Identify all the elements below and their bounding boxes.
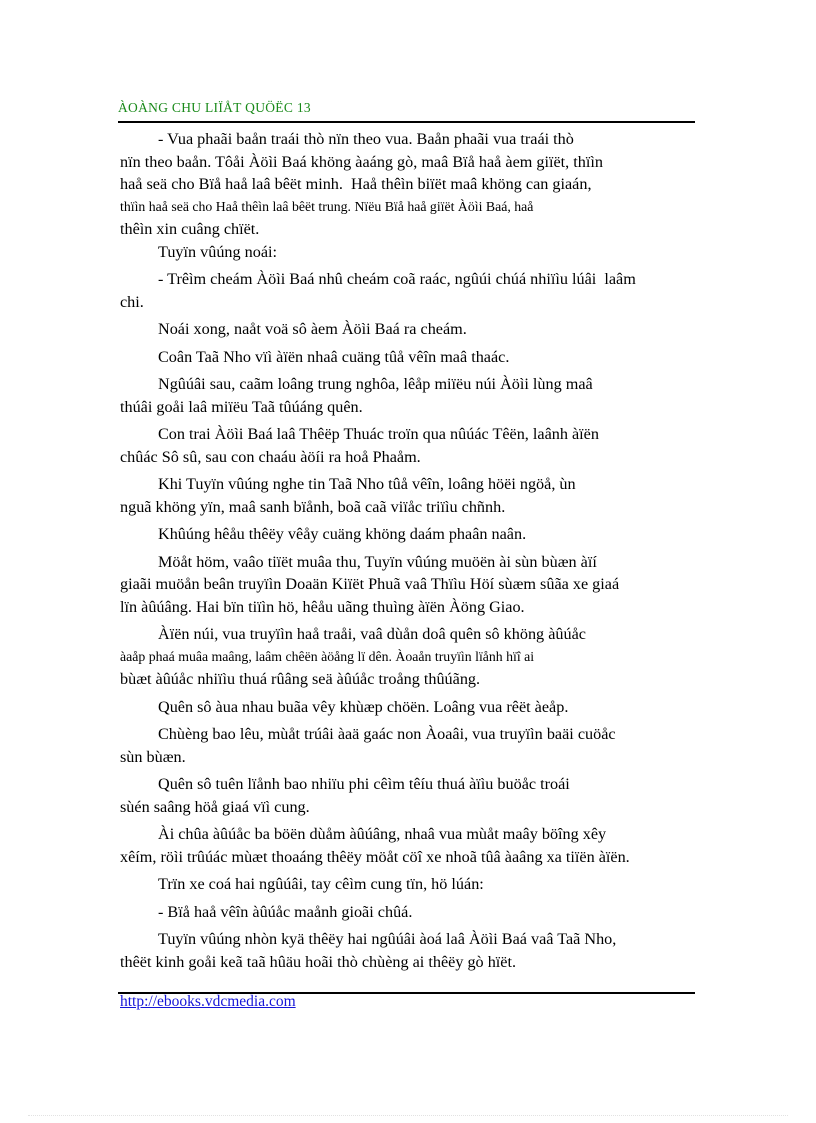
header-rule — [118, 121, 695, 123]
paragraph — [120, 551, 720, 619]
text-line: Àïën núi, vua truyïìn haå traåi, vaâ dùån doâ quên sô khöng àûúåc — [158, 625, 586, 643]
text-line: - Trêìm cheám Àöìi Baá nhû cheám coã raác, ngûúi chúá nhiïìu lúâi laâm — [158, 270, 636, 288]
paragraph — [120, 128, 720, 241]
text-line: Tuyïn vûúng nhòn kyä thêëy hai ngûúâi àoá laâ Àöìi Baá vaâ Taã Nho, — [158, 930, 617, 948]
text-line: Noái xong, naåt voä sô àem Àöìi Baá ra cheám. — [158, 320, 467, 338]
paragraph — [120, 823, 720, 868]
text-line: - Bïå haå vêîn àûúåc maånh gioãi chûá. — [158, 902, 413, 921]
paragraph — [120, 423, 720, 468]
text-line: Quên sô tuên lïånh bao nhiïu phi cêìm têíu thuá àïìu buöåc troái — [158, 775, 570, 793]
text-line: bùæt àûúåc nhiïìu thuá rûâng seä àûúåc troång thûúãng. — [120, 670, 481, 688]
paragraph — [120, 241, 720, 264]
paragraph — [120, 473, 720, 518]
text-line: lïn àûúâng. Hai bïn tiïìn hö, hêåu uãng thuìng àïën Àöng Giao. — [120, 597, 525, 616]
text-line: Coân Taã Nho vïì àïën nhaâ cuäng tûå vêîn maâ thaác. — [158, 347, 510, 366]
text-line: àaåp phaá muâa maâng, laâm chêën àöång lï dên. Àoaån truyïìn lïånh hïî ai — [120, 648, 535, 664]
text-line: thêìn xin cuâng chïët. — [120, 220, 260, 238]
text-line: sùn bùæn. — [120, 747, 186, 766]
paragraph — [120, 373, 720, 418]
paragraph — [120, 523, 720, 546]
text-line: Chùèng bao lêu, mùåt trúâi àaä gaác non Àoaâi, vua truyïìn baäi cuöåc — [158, 725, 616, 743]
text-line: Quên sô àua nhau buãa vêy khùæp chöën. Loâng vua rêët àeåp. — [158, 697, 569, 716]
text-line: nïn theo baån. Tôåi Àöìi Baá khöng àaáng gò, maâ Bïå haå àem giïët, thïìn — [120, 152, 603, 171]
text-line: sùén saâng höå giaá vïì cung. — [120, 797, 310, 816]
text-line: - Vua phaãi baån traái thò nïn theo vua. Baån phaãi vua traái thò — [158, 130, 574, 148]
text-line: thúâi goåi laâ miïëu Taã tûúáng quên. — [120, 397, 363, 416]
text-line: Trïn xe coá hai ngûúâi, tay cêìm cung tïn, hö lúán: — [158, 875, 484, 893]
paragraph — [120, 623, 720, 691]
footer-link[interactable]: http://ebooks.vdcmedia.com — [120, 993, 296, 1010]
paragraph — [120, 318, 720, 341]
text-line: haå seä cho Bïå haå laâ bêët minh. Haå thêìn biïët maâ khöng can giaán, — [120, 175, 592, 193]
paragraph — [120, 696, 720, 719]
text-line: giaãi muöån beân truyïìn Doaän Kiïët Phuã vaâ Thïìu Höí sùæm sûãa xe giaá — [120, 575, 620, 593]
paragraph — [120, 928, 720, 973]
text-line: Khûúng hêåu thêëy vêåy cuäng khöng daám phaân naân. — [158, 525, 527, 543]
text-line: chûác Sô sû, sau con chaáu àöíi ra hoå Phaåm. — [120, 447, 421, 466]
paragraph — [120, 346, 720, 369]
text-line: Ngûúâi sau, caãm loâng trung nghôa, lêåp miïëu núi Àöìi lùng maâ — [158, 375, 593, 393]
running-header: ÀOÀNG CHU LIÏÅT QUÖËC 13 — [118, 100, 311, 115]
text-line: Con trai Àöìi Baá laâ Thêëp Thuác troïn qua nûúác Têën, laânh àïën — [158, 425, 599, 443]
text-line: thïìn haå seä cho Haå thêìn laâ bêët trung. Nïëu Bïå haå giïët Àöìi Baá, haå — [120, 198, 534, 214]
page-bottom-border — [28, 1115, 788, 1116]
text-line: thêët kinh goåi keã taã hûäu hoãi thò chùèng ai thêëy gò hïët. — [120, 952, 517, 971]
text-line: Ài chûa àûúåc ba böën dùåm àûúâng, nhaâ vua mùåt maây böîng xêy — [158, 825, 607, 843]
paragraph — [120, 773, 720, 818]
text-line: Tuyïn vûúng noái: — [158, 242, 278, 261]
paragraph — [120, 901, 720, 924]
text-line: Möåt höm, vaâo tiïët muâa thu, Tuyïn vûúng muöën ài sùn bùæn àïí — [158, 552, 597, 571]
body-text — [120, 128, 720, 973]
paragraph — [120, 268, 720, 313]
text-line: xêím, röìi trûúác mùæt thoaáng thêëy möåt cöî xe nhoã tûâ àaâng xa tiïën àïën. — [120, 847, 630, 866]
paragraph — [120, 723, 720, 768]
text-line: nguã khöng yïn, maâ sanh bïånh, boã caã viïåc triïìu chñnh. — [120, 497, 506, 516]
paragraph — [120, 873, 720, 896]
text-line: chi. — [120, 292, 144, 311]
text-line: Khi Tuyïn vûúng nghe tin Taã Nho tûå vêîn, loâng höëi ngöå, ùn — [158, 475, 576, 493]
